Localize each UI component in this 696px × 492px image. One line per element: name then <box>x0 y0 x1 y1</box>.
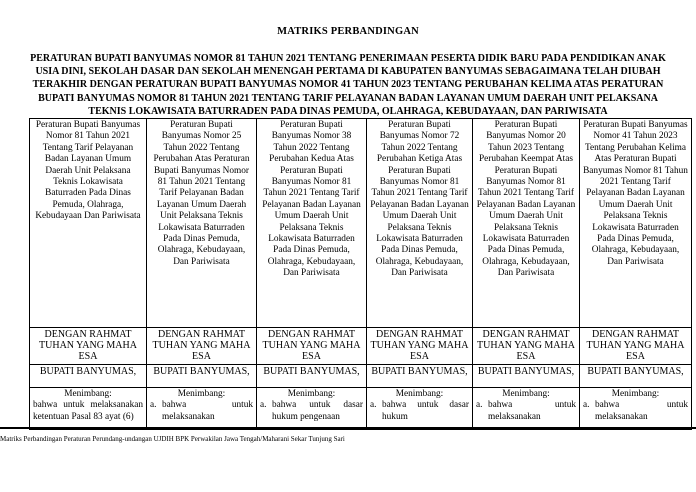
menimbang-label: Menimbang: <box>64 389 112 399</box>
menimbang-text: bahwa untuk melaksanakan ketentuan Pasal 83 ayat (6) <box>33 400 143 422</box>
bupati-cell: BUPATI BANYUMAS, <box>257 365 367 388</box>
regulation-title-cell: Peraturan Bupati Banyumas Nomor 20 Tahun 2023 Tentang Perubahan Keempat Atas Peraturan Bupati Banyumas Nomor 81 Tahun 2021 Tentang Tarif Pelayanan Badan Layanan Umum Daerah Unit Pelaksana Teknis Lokawisata Baturraden Pada Dinas Pemuda, Olahraga, Kebudayaan, Dan Pariwisata <box>473 119 580 328</box>
regulation-title-cell: Peraturan Bupati Banyumas Nomor 38 Tahun 2022 Tentang Perubahan Kedua Atas Peraturan Bupati Banyumas Nomor 81 Tahun 2021 Tentang Tarif Pelayanan Badan Layanan Umum Daerah Unit Pelaksana Teknis Lokawisata Baturraden Pada Dinas Pemuda, Olahraga, Kebudayaan, Dan Pariwisata <box>257 119 367 328</box>
regulation-title-cell: Peraturan Bupati Banyumas Nomor 41 Tahun 2023 Tentang Perubahan Kelima Atas Peraturan Bupati Banyumas Nomor 81 Tahun 2021 Tentang Tarif Pelayanan Badan Layanan Umum Daerah Unit Pelaksana Teknis Lokawisata Baturraden Pada Dinas Pemuda, Olahraga, Kebudayaan, Dan Pariwisata <box>580 119 692 328</box>
opening-phrase-cell: DENGAN RAHMAT TUHAN YANG MAHA ESA <box>147 328 257 365</box>
menimbang-cell <box>30 388 147 430</box>
menimbang-label: Menimbang: <box>611 389 660 399</box>
regulation-title-row <box>30 119 692 328</box>
menimbang-letter: a. <box>476 400 483 411</box>
menimbang-letter: a. <box>150 400 157 411</box>
document-subtitle: PERATURAN BUPATI BANYUMAS NOMOR 81 TAHUN 2021 TENTANG PENERIMAAN PESERTA DIDIK BARU PADA PENDIDIKAN ANAK USIA DINI, SEKOLAH DASAR DAN SEKOLAH MENENGAH PERTAMA DI KABUPATEN BANYUMAS SEBAGAIMANA TELAH DIUBAH TERAKHIR DENGAN PERATURAN BUPATI BANYUMAS NOMOR 41 TAHUN 2023 TENTANG PERUBAHAN KELIMA ATAS PERATURAN BUPATI BANYUMAS NOMOR 81 TAHUN 2021 TENTANG TARIF PELAYANAN BADAN LAYANAN UMUM DAERAH UNIT PELAKSANA TEKNIS LOKAWISATA BATURRADEN PADA DINAS PEMUDA, OLAHRAGA, KEBUDAYAAN, DAN PARIWISATA <box>30 53 666 117</box>
menimbang-label: Menimbang: <box>177 389 226 399</box>
bupati-cell: BUPATI BANYUMAS, <box>580 365 692 388</box>
menimbang-letter: a. <box>370 400 377 411</box>
opening-phrase-cell: DENGAN RAHMAT TUHAN YANG MAHA ESA <box>473 328 580 365</box>
menimbang-letter: a. <box>583 400 590 411</box>
menimbang-text: bahwa untuk melaksanakan <box>595 400 688 422</box>
menimbang-text: bahwa untuk melaksanakan <box>488 400 576 422</box>
menimbang-text: bahwa untuk melaksanakan <box>162 400 253 422</box>
page-footer: Matriks Perbandingan Peraturan Perundang-undangan UJDIH BPK Perwakilan Jawa Tengah/Maharani Sekar Tunjung Sari <box>0 427 696 443</box>
regulation-title-cell: Peraturan Bupati Banyumas Nomor 25 Tahun 2022 Tentang Perubahan Atas Peraturan Bupati Banyumas Nomor 81 Tahun 2021 Tentang Tarif Pelayanan Badan Layanan Umum Daerah Unit Pelaksana Teknis Lokawisata Baturraden Pada Dinas Pemuda, Olahraga, Kebudayaan, Dan Pariwisata <box>147 119 257 328</box>
menimbang-text: bahwa untuk dasar hukum pengenaan <box>272 400 363 422</box>
bupati-cell: BUPATI BANYUMAS, <box>147 365 257 388</box>
bupati-row <box>30 365 692 388</box>
menimbang-cell <box>147 388 257 430</box>
menimbang-cell <box>367 388 473 430</box>
menimbang-cell <box>257 388 367 430</box>
menimbang-label: Menimbang: <box>502 389 550 399</box>
menimbang-label: Menimbang: <box>287 389 336 399</box>
menimbang-letter: a. <box>260 400 267 411</box>
bupati-cell: BUPATI BANYUMAS, <box>473 365 580 388</box>
menimbang-cell <box>580 388 692 430</box>
opening-phrase-cell: DENGAN RAHMAT TUHAN YANG MAHA ESA <box>30 328 147 365</box>
opening-phrase-cell: DENGAN RAHMAT TUHAN YANG MAHA ESA <box>257 328 367 365</box>
bupati-cell: BUPATI BANYUMAS, <box>30 365 147 388</box>
opening-phrase-cell: DENGAN RAHMAT TUHAN YANG MAHA ESA <box>580 328 692 365</box>
menimbang-cell <box>473 388 580 430</box>
opening-phrase-cell: DENGAN RAHMAT TUHAN YANG MAHA ESA <box>367 328 473 365</box>
regulation-title-cell: Peraturan Bupati Banyumas Nomor 81 Tahun 2021 Tentang Tarif Pelayanan Badan Layanan Umum Daerah Unit Pelaksana Teknis Lokawisata Baturraden Pada Dinas Pemuda, Olahraga, Kebudayaan Dan Pariwisata <box>30 119 147 328</box>
menimbang-text: bahwa untuk dasar hukum <box>382 400 469 422</box>
regulation-title-cell: Peraturan Bupati Banyumas Nomor 72 Tahun 2022 Tentang Perubahan Ketiga Atas Peraturan Bupati Banyumas Nomor 81 Tahun 2021 Tentang Tarif Pelayanan Badan Layanan Umum Daerah Unit Pelaksana Teknis Lokawisata Baturraden Pada Dinas Pemuda, Olahraga, Kebudayaan, Dan Pariwisata <box>367 119 473 328</box>
menimbang-label: Menimbang: <box>395 389 444 399</box>
opening-phrase-row <box>30 328 692 365</box>
document-title: MATRIKS PERBANDINGAN <box>277 26 419 37</box>
menimbang-row <box>30 388 692 430</box>
bupati-cell: BUPATI BANYUMAS, <box>367 365 473 388</box>
comparison-matrix-table <box>29 118 692 430</box>
